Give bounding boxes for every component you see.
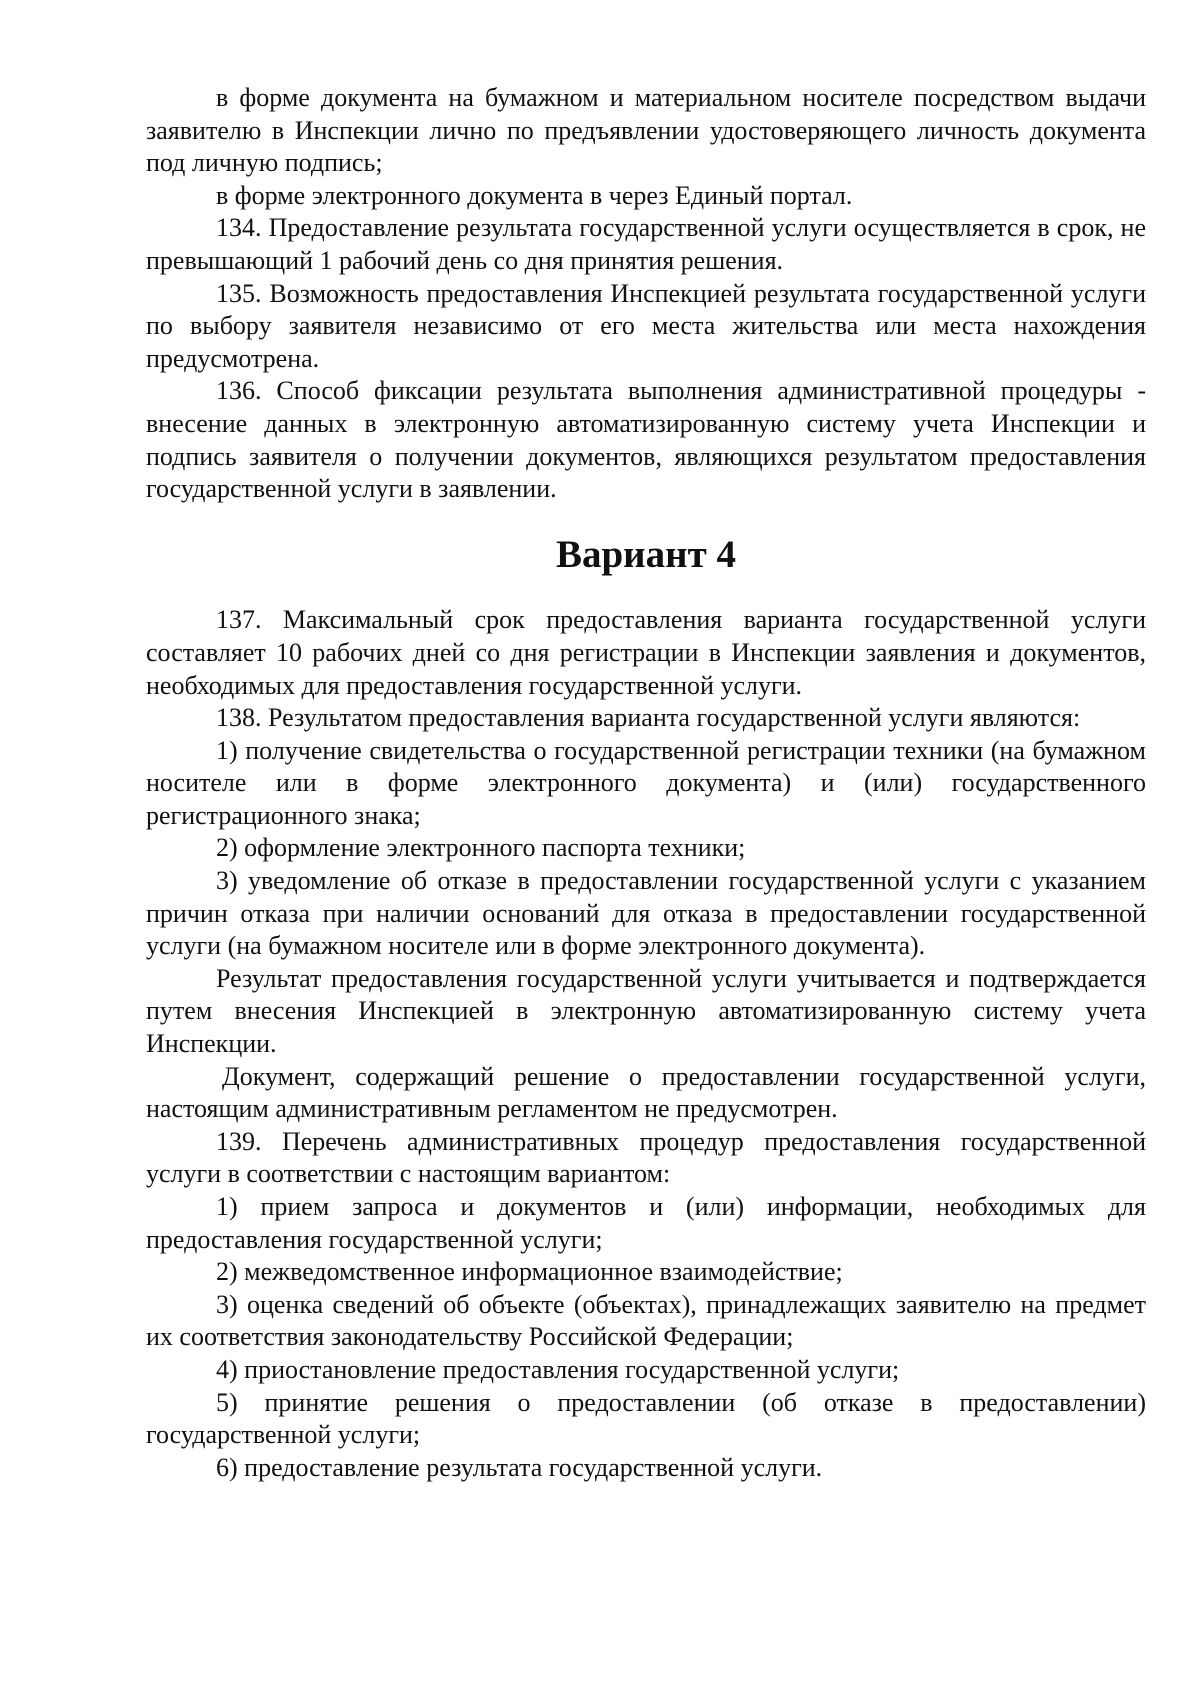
list-item-138-1: 1) получение свидетельства о государственной регистрации техники (на бумажном носителе или в форме электронного документа) и (или) государственного регистрационного знака; xyxy=(146,735,1146,830)
list-item-139-5: 5) принятие решения о предоставлении (об отказе в предоставлении) государственной услуги; xyxy=(146,1387,1146,1450)
list-item-139-6: 6) предоставление результата государственной услуги. xyxy=(216,1452,823,1482)
paragraph-134: 134. Предоставление результата государственной услуги осуществляется в срок, не превышающий 1 рабочий день со дня принятия решения. xyxy=(146,213,1146,275)
list-item-138-2: 2) оформление электронного паспорта техники; xyxy=(216,833,746,863)
paragraph-137: 137. Максимальный срок предоставления варианта государственной услуги составляет 10 рабочих дней со дня регистрации в Инспекции заявления и документов, необходимых для предоставления государственной услуги. xyxy=(146,605,1146,700)
document-page xyxy=(146,82,1146,1484)
list-item-139-4: 4) приостановление предоставления государственной услуги; xyxy=(216,1354,900,1384)
list-item-139-1: 1) прием запроса и документов и (или) информации, необходимых для предоставления государственной услуги; xyxy=(146,1192,1146,1254)
paragraph-139: 139. Перечень административных процедур предоставления государственной услуги в соответствии с настоящим вариантом: xyxy=(146,1126,1146,1189)
list-item-139-3: 3) оценка сведений об объекте (объектах), принадлежащих заявителю на предмет их соответствия законодательству Российской Федерации; xyxy=(146,1289,1146,1352)
paragraph-136: 136. Способ фиксации результата выполнения административной процедуры - внесение данных в электронную автоматизированную систему учета Инспекции и подпись заявителя о получении документов, являющихся результатом предоставления государственной услуги в заявлении. xyxy=(146,376,1146,504)
paragraph-electronic-form: в форме электронного документа в через Единый портал. xyxy=(216,180,853,210)
list-item-139-2: 2) межведомственное информационное взаимодействие; xyxy=(216,1257,843,1287)
paragraph-paper-form: в форме документа на бумажном и материальном носителе посредством выдачи заявителю в Инспекции лично по предъявлении удостоверяющего личность документа под личную подпись; xyxy=(146,83,1146,178)
paragraph-result-recorded: Результат предоставления государственной услуги учитывается и подтверждается путем внесения Инспекцией в электронную автоматизированную систему учета Инспекции. xyxy=(146,963,1146,1059)
list-item-138-3: 3) уведомление об отказе в предоставлении государственной услуги с указанием причин отказа при наличии оснований для отказа в предоставлении государственной услуги (на бумажном носителе или в форме электронного документа). xyxy=(146,866,1146,961)
paragraph-decision-document: Документ, содержащий решение о предоставлении государственной услуги, настоящим административным регламентом не предусмотрен. xyxy=(146,1061,1146,1124)
paragraph-135: 135. Возможность предоставления Инспекцией результата государственной услуги по выбору заявителя независимо от его места жительства или места нахождения предусмотрена. xyxy=(146,278,1146,373)
paragraph-138: 138. Результатом предоставления варианта государственной услуги являются: xyxy=(216,703,1081,733)
section-heading-variant-4: Вариант 4 xyxy=(555,532,737,576)
